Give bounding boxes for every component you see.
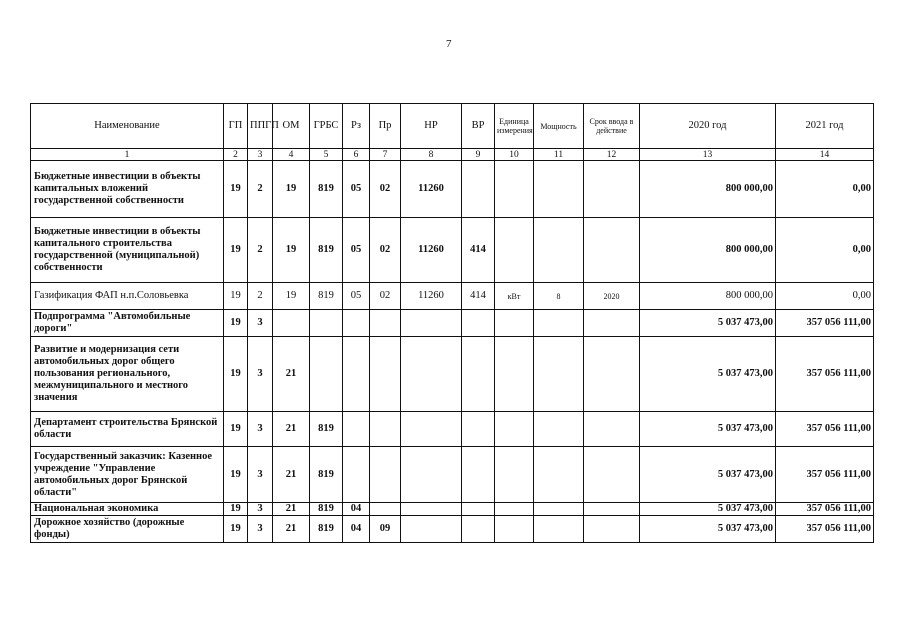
header-deadline: Срок ввода в действие bbox=[584, 104, 640, 149]
cell-name: Развитие и модернизация сети автомобильных дорог общего пользования регионального, межмуниципального и местного значения bbox=[31, 337, 224, 412]
cell-pr bbox=[370, 310, 401, 337]
cell-pr bbox=[370, 503, 401, 516]
cell-y2021: 0,00 bbox=[776, 283, 874, 310]
cell-y2021: 357 056 111,00 bbox=[776, 412, 874, 447]
cell-y2020: 5 037 473,00 bbox=[640, 412, 776, 447]
cell-rz bbox=[343, 337, 370, 412]
cell-deadline bbox=[584, 503, 640, 516]
cell-nr: 11260 bbox=[401, 161, 462, 218]
cell-om bbox=[273, 310, 310, 337]
table-row bbox=[31, 516, 874, 543]
header-pr: Пр bbox=[370, 104, 401, 149]
cell-pr bbox=[370, 412, 401, 447]
header-row bbox=[31, 104, 874, 149]
cell-nr: 11260 bbox=[401, 283, 462, 310]
cell-ppgp: 3 bbox=[248, 516, 273, 543]
cell-gp: 19 bbox=[224, 503, 248, 516]
cell-om: 21 bbox=[273, 503, 310, 516]
cell-ppgp: 3 bbox=[248, 337, 273, 412]
cell-rz: 04 bbox=[343, 516, 370, 543]
cell-ppgp: 3 bbox=[248, 310, 273, 337]
header-vr: ВР bbox=[462, 104, 495, 149]
cell-ppgp: 3 bbox=[248, 503, 273, 516]
header-gp: ГП bbox=[224, 104, 248, 149]
cell-y2020: 5 037 473,00 bbox=[640, 310, 776, 337]
header-grbs: ГРБС bbox=[310, 104, 343, 149]
cell-y2021: 357 056 111,00 bbox=[776, 503, 874, 516]
cell-nr bbox=[401, 447, 462, 503]
table-row bbox=[31, 310, 874, 337]
cell-nr bbox=[401, 310, 462, 337]
cell-vr: 414 bbox=[462, 283, 495, 310]
table-row bbox=[31, 412, 874, 447]
header-ppgp: ППГП bbox=[248, 104, 273, 149]
cell-vr bbox=[462, 516, 495, 543]
cell-grbs: 819 bbox=[310, 503, 343, 516]
cell-nr bbox=[401, 516, 462, 543]
cell-power bbox=[534, 310, 584, 337]
cell-deadline bbox=[584, 161, 640, 218]
cell-deadline bbox=[584, 337, 640, 412]
column-number: 4 bbox=[273, 149, 310, 161]
cell-vr: 414 bbox=[462, 218, 495, 283]
column-number: 10 bbox=[495, 149, 534, 161]
cell-deadline bbox=[584, 310, 640, 337]
cell-ppgp: 3 bbox=[248, 447, 273, 503]
budget-table bbox=[30, 103, 874, 543]
cell-power bbox=[534, 161, 584, 218]
cell-grbs bbox=[310, 337, 343, 412]
header-nr: НР bbox=[401, 104, 462, 149]
cell-om: 19 bbox=[273, 218, 310, 283]
cell-vr bbox=[462, 503, 495, 516]
cell-vr bbox=[462, 447, 495, 503]
cell-om: 21 bbox=[273, 337, 310, 412]
cell-rz: 04 bbox=[343, 503, 370, 516]
cell-name: Бюджетные инвестиции в объекты капитальных вложений государственной собственности bbox=[31, 161, 224, 218]
cell-rz: 05 bbox=[343, 283, 370, 310]
cell-vr bbox=[462, 310, 495, 337]
table-row bbox=[31, 283, 874, 310]
cell-unit bbox=[495, 310, 534, 337]
header-om: ОМ bbox=[273, 104, 310, 149]
cell-power bbox=[534, 516, 584, 543]
cell-name: Национальная экономика bbox=[31, 503, 224, 516]
cell-om: 21 bbox=[273, 447, 310, 503]
column-number: 8 bbox=[401, 149, 462, 161]
cell-rz bbox=[343, 412, 370, 447]
cell-y2020: 5 037 473,00 bbox=[640, 447, 776, 503]
column-number: 2 bbox=[224, 149, 248, 161]
cell-deadline bbox=[584, 516, 640, 543]
column-number: 14 bbox=[776, 149, 874, 161]
cell-y2020: 5 037 473,00 bbox=[640, 503, 776, 516]
cell-deadline bbox=[584, 412, 640, 447]
cell-unit bbox=[495, 516, 534, 543]
cell-power bbox=[534, 337, 584, 412]
header-2021: 2021 год bbox=[776, 104, 874, 149]
table-row bbox=[31, 161, 874, 218]
cell-om: 19 bbox=[273, 161, 310, 218]
column-number: 11 bbox=[534, 149, 584, 161]
column-number: 3 bbox=[248, 149, 273, 161]
cell-gp: 19 bbox=[224, 283, 248, 310]
cell-rz: 05 bbox=[343, 218, 370, 283]
cell-om: 21 bbox=[273, 516, 310, 543]
cell-y2020: 800 000,00 bbox=[640, 283, 776, 310]
cell-nr bbox=[401, 337, 462, 412]
cell-gp: 19 bbox=[224, 161, 248, 218]
cell-y2021: 0,00 bbox=[776, 218, 874, 283]
cell-deadline: 2020 bbox=[584, 283, 640, 310]
table-row bbox=[31, 503, 874, 516]
cell-power bbox=[534, 218, 584, 283]
page-number: 7 bbox=[446, 38, 452, 50]
cell-gp: 19 bbox=[224, 516, 248, 543]
cell-pr bbox=[370, 337, 401, 412]
cell-y2020: 800 000,00 bbox=[640, 161, 776, 218]
cell-y2021: 357 056 111,00 bbox=[776, 310, 874, 337]
column-number: 7 bbox=[370, 149, 401, 161]
cell-y2020: 800 000,00 bbox=[640, 218, 776, 283]
cell-y2021: 357 056 111,00 bbox=[776, 516, 874, 543]
cell-deadline bbox=[584, 447, 640, 503]
column-number: 5 bbox=[310, 149, 343, 161]
header-unit: Единица измерения bbox=[495, 104, 534, 149]
column-number: 12 bbox=[584, 149, 640, 161]
cell-y2021: 357 056 111,00 bbox=[776, 447, 874, 503]
cell-nr: 11260 bbox=[401, 218, 462, 283]
cell-pr: 09 bbox=[370, 516, 401, 543]
cell-power bbox=[534, 447, 584, 503]
cell-grbs: 819 bbox=[310, 412, 343, 447]
cell-power: 8 bbox=[534, 283, 584, 310]
cell-grbs: 819 bbox=[310, 283, 343, 310]
cell-om: 19 bbox=[273, 283, 310, 310]
cell-name: Бюджетные инвестиции в объекты капитального строительства государственной (муниципальной) собственности bbox=[31, 218, 224, 283]
column-number: 6 bbox=[343, 149, 370, 161]
cell-grbs: 819 bbox=[310, 447, 343, 503]
cell-pr: 02 bbox=[370, 283, 401, 310]
cell-unit bbox=[495, 337, 534, 412]
table-row bbox=[31, 218, 874, 283]
cell-pr bbox=[370, 447, 401, 503]
column-number: 13 bbox=[640, 149, 776, 161]
cell-rz bbox=[343, 447, 370, 503]
cell-y2021: 357 056 111,00 bbox=[776, 337, 874, 412]
table-row bbox=[31, 337, 874, 412]
header-power: Мощность bbox=[534, 104, 584, 149]
cell-unit bbox=[495, 218, 534, 283]
cell-pr: 02 bbox=[370, 218, 401, 283]
header-name: Наименование bbox=[31, 104, 224, 149]
cell-grbs bbox=[310, 310, 343, 337]
cell-nr bbox=[401, 412, 462, 447]
cell-y2020: 5 037 473,00 bbox=[640, 337, 776, 412]
cell-y2021: 0,00 bbox=[776, 161, 874, 218]
cell-name: Государственный заказчик: Казенное учреждение "Управление автомобильных дорог Брянской области" bbox=[31, 447, 224, 503]
cell-gp: 19 bbox=[224, 218, 248, 283]
cell-gp: 19 bbox=[224, 412, 248, 447]
cell-grbs: 819 bbox=[310, 218, 343, 283]
cell-grbs: 819 bbox=[310, 516, 343, 543]
cell-gp: 19 bbox=[224, 337, 248, 412]
column-number: 9 bbox=[462, 149, 495, 161]
cell-y2020: 5 037 473,00 bbox=[640, 516, 776, 543]
cell-power bbox=[534, 412, 584, 447]
cell-name: Подпрограмма "Автомобильные дороги" bbox=[31, 310, 224, 337]
cell-vr bbox=[462, 161, 495, 218]
cell-unit bbox=[495, 161, 534, 218]
cell-name: Газификация ФАП н.п.Соловьевка bbox=[31, 283, 224, 310]
cell-ppgp: 2 bbox=[248, 161, 273, 218]
header-rz: Рз bbox=[343, 104, 370, 149]
cell-deadline bbox=[584, 218, 640, 283]
cell-vr bbox=[462, 337, 495, 412]
cell-name: Дорожное хозяйство (дорожные фонды) bbox=[31, 516, 224, 543]
cell-ppgp: 2 bbox=[248, 218, 273, 283]
cell-pr: 02 bbox=[370, 161, 401, 218]
cell-ppgp: 3 bbox=[248, 412, 273, 447]
cell-rz bbox=[343, 310, 370, 337]
cell-ppgp: 2 bbox=[248, 283, 273, 310]
cell-rz: 05 bbox=[343, 161, 370, 218]
cell-name: Департамент строительства Брянской области bbox=[31, 412, 224, 447]
cell-unit bbox=[495, 503, 534, 516]
cell-nr bbox=[401, 503, 462, 516]
cell-power bbox=[534, 503, 584, 516]
table-row bbox=[31, 447, 874, 503]
column-number: 1 bbox=[31, 149, 224, 161]
column-number-row bbox=[31, 149, 874, 161]
cell-unit: кВт bbox=[495, 283, 534, 310]
cell-unit bbox=[495, 412, 534, 447]
cell-unit bbox=[495, 447, 534, 503]
cell-om: 21 bbox=[273, 412, 310, 447]
cell-gp: 19 bbox=[224, 447, 248, 503]
cell-gp: 19 bbox=[224, 310, 248, 337]
header-2020: 2020 год bbox=[640, 104, 776, 149]
cell-vr bbox=[462, 412, 495, 447]
cell-grbs: 819 bbox=[310, 161, 343, 218]
